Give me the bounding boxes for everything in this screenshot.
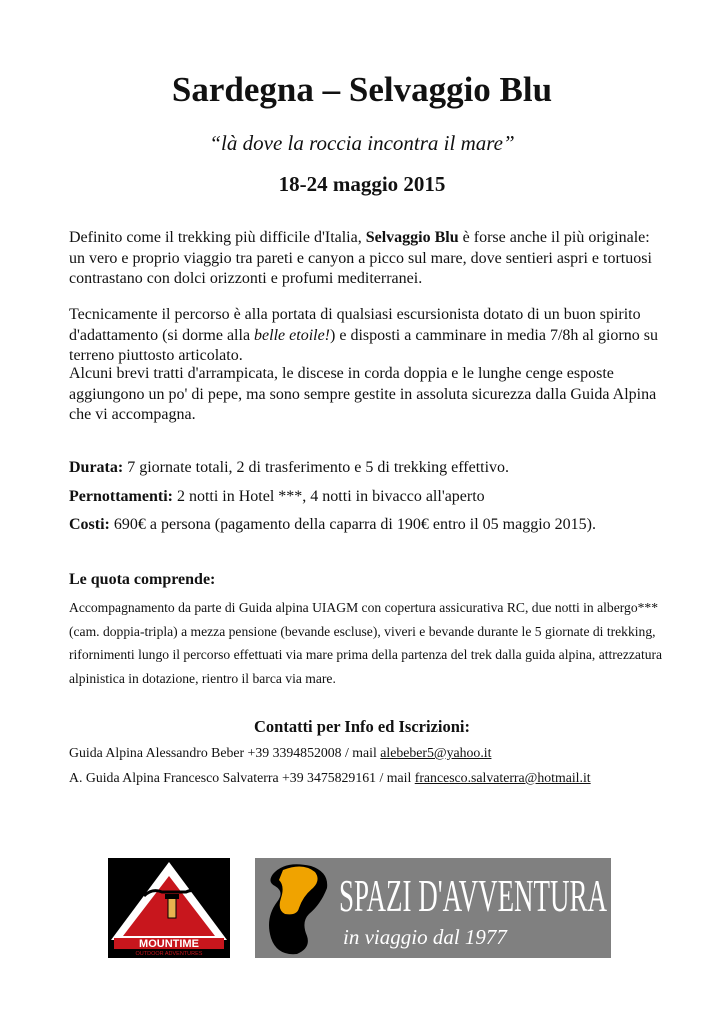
svg-text:SPAZI D'AVVENTURA: SPAZI D'AVVENTURA [339,871,607,922]
svg-text:in viaggio dal 1977: in viaggio dal 1977 [343,925,507,949]
pernottamenti-label: Pernottamenti: [69,488,173,505]
trip-dates: 18-24 maggio 2015 [278,172,446,196]
spazi-davventura-logo-graphic [255,858,611,958]
mountime-logo [108,858,230,958]
costi-label: Costi: [69,516,110,533]
subtitle-quote: “là dove la roccia incontra il mare” [209,131,515,155]
intro-paragraph-1 [69,228,669,290]
intro-p1-text-end: è forse anche il più originale: un vero e proprio viaggio tra pareti e canyon a picco sul mare, dove sentieri aspri e tortuosi contrastano con dolci orizzonti e profumi mediterranei. [69,229,652,287]
contact-salvaterra-text: A. Guida Alpina Francesco Salvaterra +39 3475829161 / mail [69,770,415,785]
selvaggio-blu-bold: Selvaggio Blu [365,229,459,246]
svg-text:OUTDOOR ADVENTURES: OUTDOOR ADVENTURES [135,951,203,957]
contact-beber-text: Guida Alpina Alessandro Beber +39 3394852008 / mail [69,745,381,760]
costi-line [69,516,596,534]
intro-p1-text: Definito come il trekking più difficile d'Italia, [69,229,366,246]
durata-label: Durata: [69,459,124,476]
contacts-heading: Contatti per Info ed Iscrizioni: [253,717,470,736]
intro-paragraph-3: Alcuni brevi tratti d'arrampicata, le discese in corda doppia e le lunghe cenge esposte aggiungono un po' di pepe, ma sono sempre gestite in assoluta sicurezza dalla Guida Alpina che vi accompagna. [69,365,657,423]
contact-salvaterra [69,770,591,786]
contact-beber [69,745,491,761]
email-link-beber[interactable]: alebeber5@yahoo.it [380,745,492,760]
quota-heading: Le quota comprende: [69,571,216,588]
costi-value: 690€ a persona (pagamento della caparra di 190€ entro il 05 maggio 2015). [109,516,596,533]
email-link-salvaterra[interactable]: francesco.salvaterra@hotmail.it [414,770,591,785]
quota-body: Accompagnamento da parte di Guida alpina UIAGM con copertura assicurativa RC, due notti in albergo*** (cam. doppia-tripla) a mezza pensione (bevande escluse), viveri e bevande durante le 5 giornate di trekking, rifornimenti lungo il percorso effettuati via mare prima della partenza del trek dalla guida alpina, attrezzatura alpinistica in dotazione, rientro il barca via mare. [69,600,663,686]
durata-line [69,459,509,477]
pernottamenti-value: 2 notti in Hotel ***, 4 notti in bivacco all'aperto [172,488,485,505]
svg-text:MOUNTIME: MOUNTIME [139,938,199,950]
durata-value: 7 giornate totali, 2 di trasferimento e 5 di trekking effettivo. [123,459,510,476]
intro-paragraph-2 [69,305,669,367]
intro-p2-text-end: ) e disposti a camminare in media 7/8h al giorno su terreno piuttosto articolato. [69,326,658,364]
page-title: Sardegna – Selvaggio Blu [171,70,553,109]
intro-p2-text: Tecnicamente il percorso è alla portata di qualsiasi escursionista dotato di un buon spirito d'adattamento (si dorme alla [69,306,641,344]
belle-etoile-italic: belle etoile! [254,326,331,344]
mountime-logo-graphic [108,858,230,958]
pernottamenti-line [69,488,485,506]
spazi-davventura-logo [255,858,611,958]
